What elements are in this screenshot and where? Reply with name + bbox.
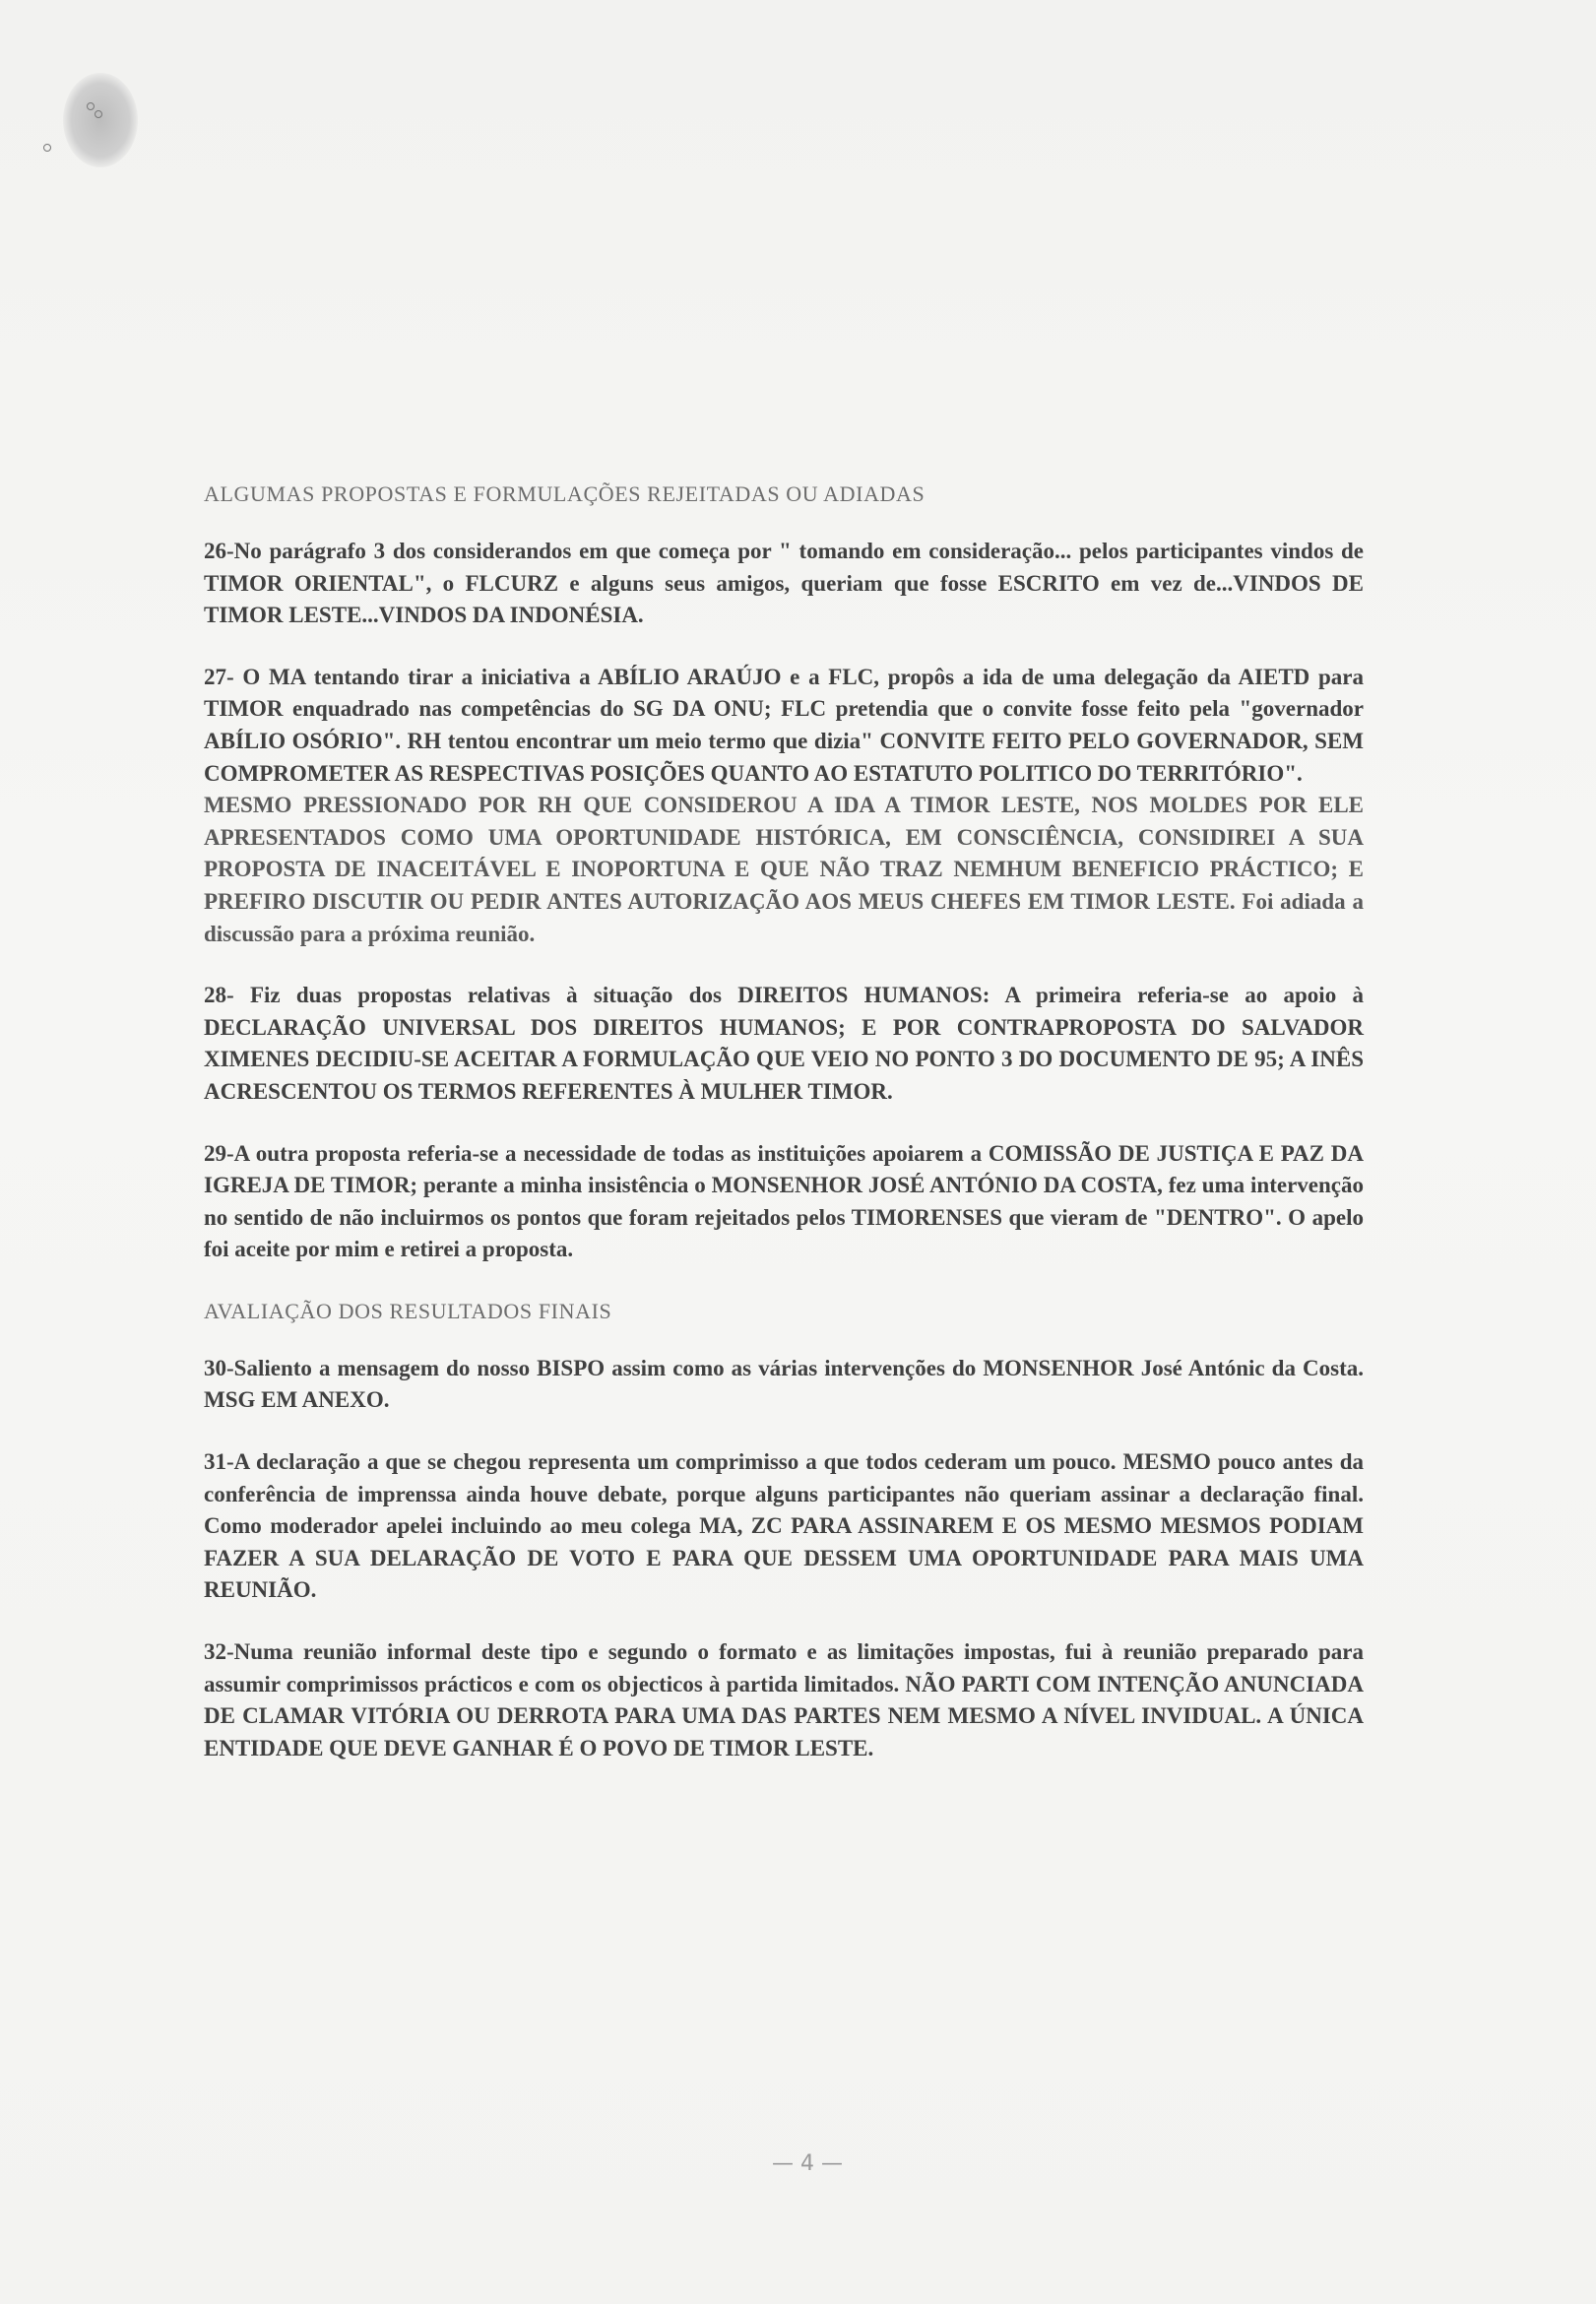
paragraph-32: 32-Numa reunião informal deste tipo e segundo o formato e as limitações impostas, fui à reunião preparado para assumir comprimissos prácticos e com os objecticos à partida limitados. NÃO PARTI COM INTENÇÃO ANUNCIADA DE CLAMAR VITÓRIA OU DERROTA PARA UMA DAS PARTES NEM MESMO A NÍVEL INVIDUAL. A ÚNICA ENTIDADE QUE DEVE GANHAR É O POVO DE TIMOR LESTE.	[204, 1639, 1364, 1760]
paragraph-30: 30-Saliento a mensagem do nosso BISPO assim como as várias intervenções do MONSENHOR José Antónic da Costa. MSG EM ANEXO.	[204, 1355, 1364, 1413]
document-body	[204, 479, 1364, 1794]
paragraph-28: 28- Fiz duas propostas relativas à situação dos DIREITOS HUMANOS: A primeira referia-se ao apoio à DECLARAÇÃO UNIVERSAL DOS DIREITOS HUMANOS; E POR CONTRAPROPOSTA DO SALVADOR XIMENES DECIDIU-SE ACEITAR A FORMULAÇÃO QUE VEIO NO PONTO 3 DO DOCUMENTO DE 95; A INÊS ACRESCENTOU OS TERMOS REFERENTES À MULHER TIMOR.	[204, 983, 1364, 1104]
paragraph-29: 29-A outra proposta referia-se a necessidade de todas as instituições apoiarem a COMISSÃO DE JUSTIÇA E PAZ DA IGREJA DE TIMOR; perante a minha insistência o MONSENHOR JOSÉ ANTÓNIO DA COSTA, fez uma intervenção no sentido de não incluirmos os pontos que foram rejeitados pelos TIMORENSES que vieram de "DENTRO". O apelo foi aceite por mim e retirei a proposta.	[204, 1140, 1364, 1262]
paragraph-31: 31-A declaração a que se chegou representa um comprimisso a que todos cederam um pouco. MESMO pouco antes da conferência de imprenssa ainda houve debate, porque alguns participantes não queriam assinar a declaração final. Como moderador apelei incluindo ao meu colega MA, ZC PARA ASSINAREM E OS MESMO MESMOS PODIAM FAZER A SUA DELARAÇÃO DE VOTO E PARA QUE DESSEM UMA OPORTUNIDADE PARA MAIS UMA REUNIÃO.	[204, 1449, 1364, 1603]
section-heading-evaluation: AVALIAÇÃO DOS RESULTADOS FINAIS	[204, 1298, 612, 1323]
speck-mark	[95, 110, 102, 118]
section-heading-rejected: ALGUMAS PROPOSTAS E FORMULAÇÕES REJEITADAS OU ADIADAS	[204, 481, 926, 506]
speck-mark	[43, 144, 51, 152]
punch-hole	[63, 73, 138, 167]
paragraph-26: 26-No parágrafo 3 dos considerandos em que começa por " tomando em consideração... pelos participantes vindos de TIMOR ORIENTAL", o FLCURZ e alguns seus amigos, queriam que fosse ESCRITO em vez de...VINDOS DE TIMOR LESTE...VINDOS DA INDONÉSIA.	[204, 539, 1364, 628]
page-number: — 4 —	[772, 2151, 843, 2176]
speck-mark	[87, 102, 95, 110]
paragraph-27: 27- O MA tentando tirar a iniciativa a ABÍLIO ARAÚJO e a FLC, propôs a ida de uma delegação da AIETD para TIMOR enquadrado nas competências do SG DA ONU; FLC pretendia que o convite fosse feito pela "governador ABÍLIO OSÓRIO". RH tentou encontrar um meio termo que dizia" CONVITE FEITO PELO GOVERNADOR, SEM COMPROMETER AS RESPECTIVAS POSIÇÕES QUANTO AO ESTATUTO POLITICO DO TERRITÓRIO".	[204, 664, 1364, 786]
paragraph-27-continuation: MESMO PRESSIONADO POR RH QUE CONSIDEROU A IDA A TIMOR LESTE, NOS MOLDES POR ELE APRESENTADOS COMO UMA OPORTUNIDADE HISTÓRICA, EM CONSCIÊNCIA, CONSIDIREI A SUA PROPOSTA DE INACEITÁVEL E INOPORTUNA E QUE NÃO TRAZ NEMHUM BENEFICIO PRÁCTICO; E PREFIRO DISCUTIR OU PEDIR ANTES AUTORIZAÇÃO AOS MEUS CHEFES EM TIMOR LESTE. Foi adiada a discussão para a próxima reunião.	[204, 793, 1364, 946]
